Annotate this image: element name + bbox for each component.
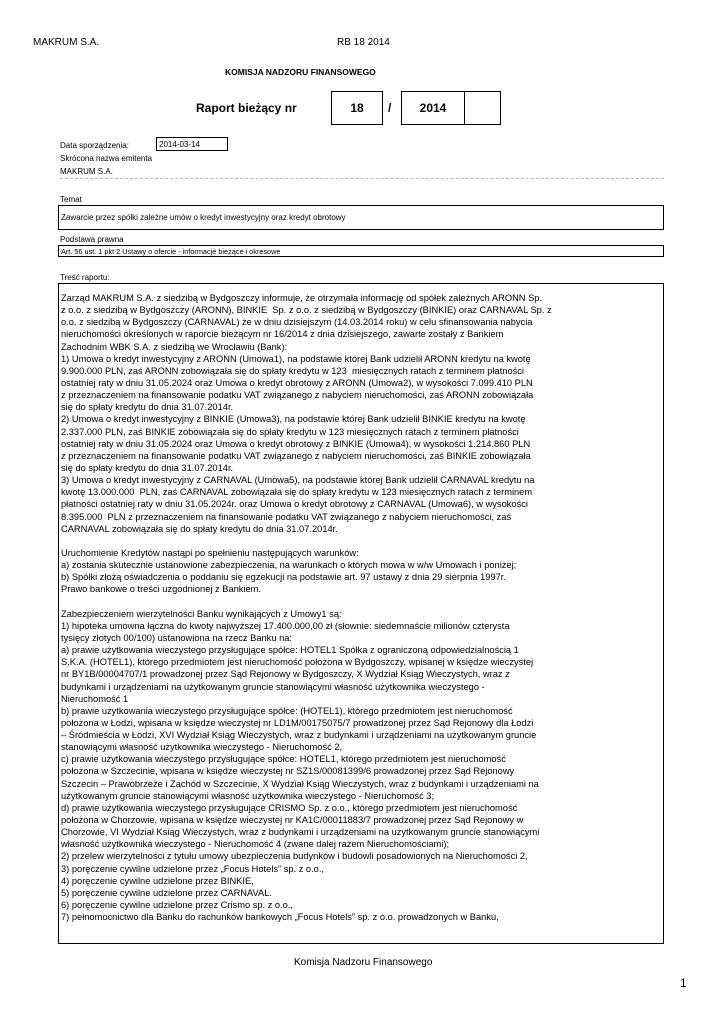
content-line: S.K.A. (HOTEL1), którego przedmiotem jest nieruchomość położona w Bydgoszczy, wpisanej w księdze wieczystej [61, 657, 534, 668]
report-year-box [401, 91, 465, 125]
content-line: Nieruchomość 1 [61, 693, 129, 704]
header-company: MAKRUM S.A. [33, 37, 100, 48]
content-line: b) prawie użytkowania wieczystego przysługujące spółce: (HOTEL1), którego przedmiotem jest nieruchomość [61, 705, 513, 716]
header-report-code: RB 18 2014 [337, 37, 390, 48]
content-line: a) zostania skutecznie ustanowione zabezpieczenia, na warunkach o których mowa w w/w Umowach i poniżej; [61, 560, 517, 571]
content-line: 2) Umowa o kredyt inwestycyjny z BINKIE (Umowa3), na podstawie której Bank udzielił BINKIE kredytu na kwotę [61, 414, 526, 425]
content-line: 9.900.000 PLN, zaś ARONN zobowiązała się do spłaty kredytu w 123 miesięcznych ratach z terminem płatności [61, 365, 524, 376]
content-line: ostatniej raty w dniu 31.05.2024 oraz Umowa o kredyt obrotowy z ARONN (Umowa2), w wysokości 7.099.410 PLN [61, 377, 533, 388]
content-line: – Śródmieścia w Łodzi, XVI Wydział Ksiąg Wieczystych, wraz z budynkami i urządzeniami na użytkowanym gruncie [61, 730, 537, 741]
content-line: kwotę 13.000.000 PLN, zaś CARNAVAL zobowiązała się do spłaty kredytu w 123 miesięcznych ratach z terminem [61, 487, 533, 498]
content-line: Chorzowie, VI Wydział Ksiąg Wieczystych, wraz z budynkami i urządzeniami na użytkowanym gruncie stanowiącymi [61, 827, 540, 838]
content-line [61, 535, 663, 547]
content-line: 3) Umowa o kredyt inwestycyjny z CARNAVAL (Umowa5), na podstawie której Bank udzielił CARNAVAL kredytu na [61, 475, 535, 486]
content-line: nr BY1B/00004707/1 prowadzonej przez Sąd Rejonowy w Bydgoszczy, X Wydział Ksiąg Wieczystych, wraz z [61, 669, 510, 680]
short-name-value: MAKRUM S.A. [60, 167, 113, 176]
content-line: b) Spółki złożą oświadczenia o poddaniu się egzekucji na podstawie art. 97 ustawy z dnia 29 sierpnia 1997r. [61, 572, 506, 583]
content-line: d) prawie użytkowania wieczystego przysługujące CRISMO Sp. z o.o., którego przedmiotem jest nieruchomość [61, 802, 518, 813]
content-line: Zabezpieczeniem wierzytelności Banku wynikających z Umowy1 są: [61, 608, 342, 619]
subject-label: Temat [60, 195, 82, 204]
divider [60, 178, 664, 179]
content-line: z o.o. z siedzibą w Bydgoszczy (ARONN), BINKIE Sp. z o.o. z siedzibą w Bydgoszczy (BINKIE) oraz CARNAVAL Sp. z [61, 305, 552, 316]
report-empty-box [464, 91, 501, 125]
content-text [61, 292, 663, 923]
content-line: budynkami i urządzeniami na użytkowanym gruncie stanowiącymi własność użytkownika wieczystego - [61, 681, 485, 692]
commission-title: KOMISJA NADZORU FINANSOWEGO [225, 67, 376, 77]
content-line: użytkowanym gruncie stanowiącymi własność użytkownika wieczystego - Nieruchomość 3; [61, 790, 435, 801]
report-number: 18 [350, 101, 364, 115]
content-line: 1) hipoteka umowna łączna do kwoty najwyższej 17.400.000,00 zł (słownie: siedemnaście milionów czterysta [61, 620, 510, 631]
content-line: Uruchomienie Kredytów nastąpi po spełnieniu następujących warunków: [61, 547, 359, 558]
content-line: 2.337.000 PLN, zaś BINKIE zobowiązała się do spłaty kredytu w 123 miesięcznych ratach z terminem płatności [61, 426, 519, 437]
content-line: Szczecin – Prawobrzeże i Zachód w Szczecinie, X Wydział Ksiąg Wieczystych, wraz z budynkami i urządzeniami na [61, 778, 539, 789]
report-label: Raport bieżący nr [196, 101, 297, 115]
content-line: własność użytkownika wieczystego - Nieruchomość 4 (zwane dalej razem Nieruchomościami); [61, 839, 450, 850]
content-line: 6) poręczenie cywilne udzielone przez Crismo sp. z o.o., [61, 900, 294, 911]
content-line: się do spłaty kredytu do dnia 31.07.2014r. [61, 402, 234, 413]
short-name-label: Skrócona nazwa emitenta [60, 154, 153, 163]
content-line: Zachodnim WBK S.A. z siedzibą we Wrocławiu (Bank): [61, 341, 288, 352]
content-line: 7) pełnomocnictwo dla Banku do rachunków bankowych „Focus Hotels” sp. z o.o. prowadzonych w Banku, [61, 912, 499, 923]
date-box [156, 137, 228, 151]
content-line: nieruchomości określonych w raporcie bieżącym nr 16/2014 z dnia dzisiejszego, zawarte zostały z Bankiem [61, 329, 504, 340]
content-line: płatności ostatniej raty w dniu 31.05.2024r. oraz Umowa o kredyt obrotowy z CARNAVAL (Umowa6), w wysokości [61, 499, 528, 510]
content-line: 5) poręczenie cywilne udzielone przez CARNAVAL. [61, 887, 272, 898]
content-line: 4) poręczenie cywilne udzielone przez BINKIE, [61, 875, 254, 886]
content-line: Prawo bankowe o treści uzgodnionej z Bankiem. [61, 584, 261, 595]
page-number: 1 [680, 976, 687, 990]
subject-box [58, 205, 664, 230]
legal-basis-label: Podstawa prawna [60, 235, 124, 244]
content-line: z przeznaczeniem na finansowanie podatku VAT związanego z nabyciem nieruchomości, zaś BINKIE zobowiązała [61, 450, 531, 461]
content-line: Zarząd MAKRUM S.A. z siedzibą w Bydgoszczy informuje, że otrzymała informację od spółek zależnych ARONN Sp. [61, 293, 543, 303]
subject-value: Zawarcie przez spółki zależne umów o kredyt inwestycyjny oraz kredyt obrotowy [61, 213, 346, 222]
content-label: Treść raportu: [60, 273, 110, 282]
content-line: stanowiącymi własność użytkownika wieczystego - Nieruchomość 2, [61, 742, 343, 753]
content-line: ostatniej raty w dniu 31.05.2024 oraz Umowa o kredyt obrotowy z BINKIE (Umowa4), w wysokości 1.214.860 PLN [61, 438, 531, 449]
content-line [61, 596, 663, 608]
content-line: a) prawie użytkowania wieczystego przysługujące spółce: HOTEL1 Spółka z ograniczoną odpowiedzialnością 1 [61, 645, 519, 656]
content-line: o.o. z siedzibą w Bydgoszczy (CARNAVAL) że w dniu dzisiejszym (14.03.2014 roku) w celu sfinansowania nabycia [61, 317, 533, 328]
content-line: się do spłaty kredytu do dnia 31.07.2014r. [61, 462, 234, 473]
content-line: 2) przelew wierzytelności z tytułu umowy ubezpieczenia budynków i budowli posadowionych na Nieruchomości 2, [61, 851, 528, 862]
content-line: tysięcy złotych 00/100) ustanowiona na rzecz Banku na: [61, 632, 293, 643]
content-box [58, 283, 664, 944]
footer-text: Komisja Nadzoru Finansowego [294, 957, 433, 968]
legal-basis-value: Art. 56 ust. 1 pkt 2 Ustawy o ofercie - informacje bieżące i okresowe [61, 247, 281, 256]
date-value: 2014-03-14 [159, 140, 200, 149]
content-line: położona w Szczecinie, wpisana w księdze wieczystej nr SZ1S/00081399/6 prowadzonej przez Sąd Rejonowy [61, 766, 515, 777]
content-line: 8.395.000 PLN z przeznaczeniem na finansowanie podatku VAT związanego z nabyciem nieruchomości, zaś [61, 511, 512, 522]
content-line: położona w Łodzi, wpisana w księdze wieczystej nr LD1M/00175075/7 prowadzonej przez Sąd Rejonowy dla Łodzi [61, 717, 534, 728]
content-line: położona w Chorzowie, wpisana w księdze wieczystej nr KA1C/00011883/7 prowadzonej przez Sąd Rejonowy w [61, 815, 524, 826]
content-line: CARNAVAL zobowiązała się do spłaty kredytu do dnia 31.07.2014r. [61, 523, 338, 534]
report-number-box [331, 91, 383, 125]
content-line: 3) poręczenie cywilne udzielone przez „Focus Hotels” sp. z o.o., [61, 863, 325, 874]
legal-basis-box [58, 245, 664, 257]
date-label: Data sporządzenia: [60, 141, 129, 150]
content-line: c) prawie użytkowania wieczystego przysługujące spółce: HOTEL1, którego przedmiotem jest nieruchomość [61, 754, 506, 765]
report-separator: / [388, 101, 392, 115]
content-line: z przeznaczeniem na finansowanie podatku VAT związanego z nabyciem nieruchomości, zaś ARONN zobowiązała [61, 390, 534, 401]
content-line: 1) Umowa o kredyt inwestycyjny z ARONN (Umowa1), na podstawie której Bank udzielił ARONN kredytu na kwotę [61, 353, 531, 364]
report-year: 2014 [419, 101, 447, 115]
